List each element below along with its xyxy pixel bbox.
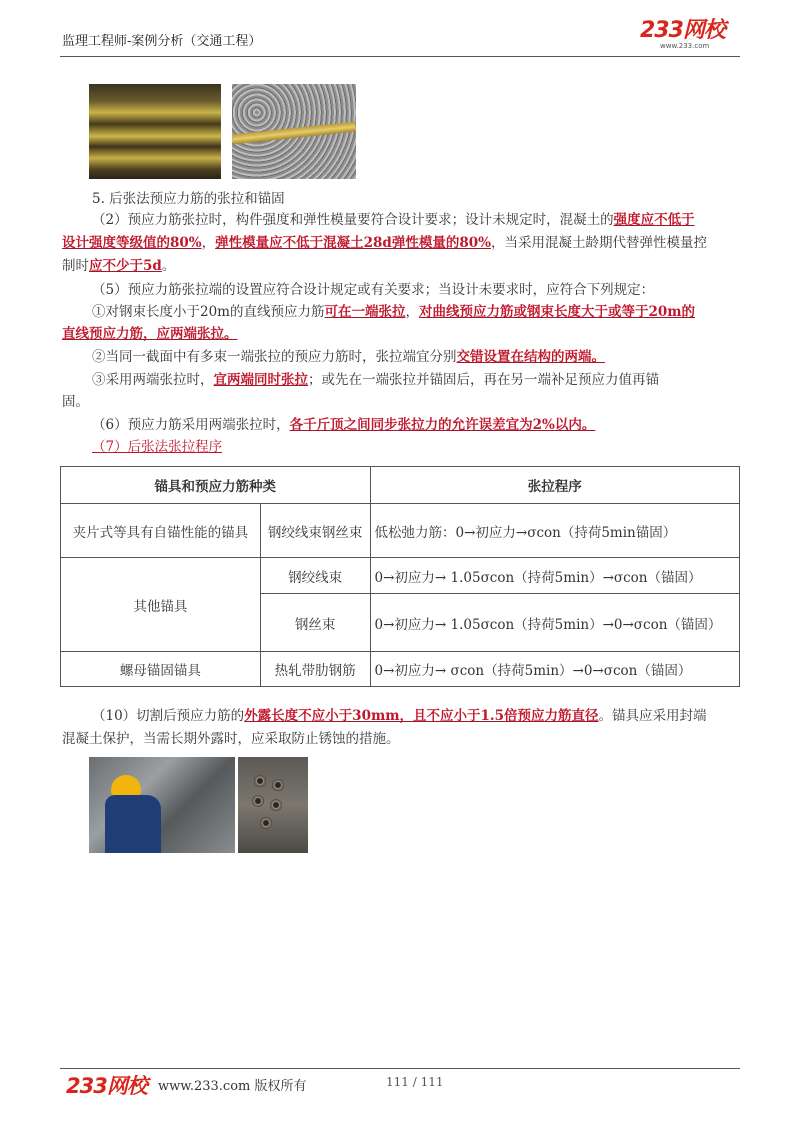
anchor-head-photo [238, 757, 308, 853]
paragraph-5-item-3-line-1: ③采用两端张拉时，宜两端同时张拉；或先在一端张拉并锚固后，再在另一端补足预应力值再锚 [92, 372, 659, 388]
table-cell-procedure: 0→初应力→ 1.05σcon（持荷5min）→0→σcon（锚固） [370, 594, 739, 652]
section-heading: 5. 后张法预应力筋的张拉和锚固 [92, 191, 285, 207]
paragraph-10-line-2: 混凝土保护，当需长期外露时，应采取防止锈蚀的措施。 [62, 731, 400, 747]
paragraph-5-item-1-line-1: ①对钢束长度小于20m的直线预应力筋可在一端张拉，对曲线预应力筋或钢束长度大于或等于20m的 [92, 304, 696, 320]
page-number: 111 / 111 [386, 1075, 444, 1089]
brand-logo [640, 20, 740, 50]
rebar-cage-photo [89, 84, 221, 179]
table-cell-anchor: 螺母锚固锚具 [61, 652, 261, 687]
table-row [61, 558, 740, 594]
paragraph-10-line-1: （10）切割后预应力筋的外露长度不应小于30mm，且不应小于1.5倍预应力筋直径。锚具应采用封端 [92, 708, 707, 724]
table-cell-procedure: 0→初应力→ 1.05σcon（持荷5min）→σcon（锚固） [370, 558, 739, 594]
table-cell-tendon: 钢绞线束钢丝束 [260, 504, 370, 558]
table-cell-procedure: 低松弛力筋：0→初应力→σcon（持荷5min锚固） [370, 504, 739, 558]
table-cell-tendon: 钢丝束 [260, 594, 370, 652]
table-cell-anchor: 其他锚具 [61, 558, 261, 652]
table-cell-tendon: 钢绞线束 [260, 558, 370, 594]
table-cell-procedure: 0→初应力→ σcon（持荷5min）→0→σcon（锚固） [370, 652, 739, 687]
paragraph-5-intro: （5）预应力筋张拉端的设置应符合设计规定或有关要求；当设计未要求时，应符合下列规定： [92, 282, 655, 298]
header-divider [60, 56, 740, 57]
worker-cutting-tendon-photo [89, 757, 235, 853]
table-header-procedure: 张拉程序 [370, 467, 739, 504]
tendon-on-gravel-photo [232, 84, 356, 179]
footer-logo: 233网校 [66, 1074, 147, 1098]
paragraph-2-line-2: 设计强度等级值的80%，弹性模量应不低于混凝土28d弹性模量的80%，当采用混凝土龄期代替弹性模量控 [62, 235, 707, 251]
subsection-heading-7: （7）后张法张拉程序 [92, 439, 223, 455]
paragraph-2-line-1: （2）预应力筋张拉时，构件强度和弹性模量要符合设计要求；设计未规定时，混凝土的强度应不低于 [92, 212, 695, 228]
paragraph-5-item-2: ②当同一截面中有多束一端张拉的预应力筋时，张拉端宜分别交错设置在结构的两端。 [92, 349, 605, 365]
paragraph-6: （6）预应力筋采用两端张拉时，各千斤顶之间同步张拉力的允许误差宜为2%以内。 [92, 417, 596, 433]
table-header-row [61, 467, 740, 504]
table-row [61, 504, 740, 558]
footer-divider [60, 1068, 740, 1069]
footer-copyright: www.233.com 版权所有 [158, 1079, 307, 1094]
paragraph-2-line-3: 制时应不少于5d。 [62, 258, 176, 274]
table-cell-anchor: 夹片式等具有自锚性能的锚具 [61, 504, 261, 558]
brand-logo-url: www.233.com [660, 42, 710, 50]
tensioning-procedure-table [60, 466, 740, 687]
table-row [61, 652, 740, 687]
table-cell-tendon: 热轧带肋钢筋 [260, 652, 370, 687]
paragraph-5-item-1-line-2: 直线预应力筋，应两端张拉。 [62, 326, 238, 342]
paragraph-5-item-3-line-2: 固。 [62, 394, 89, 410]
table-header-anchor-type: 锚具和预应力筋种类 [61, 467, 371, 504]
brand-logo-text: 233网校 [640, 18, 725, 43]
document-header-title: 监理工程师-案例分析（交通工程） [62, 34, 262, 49]
